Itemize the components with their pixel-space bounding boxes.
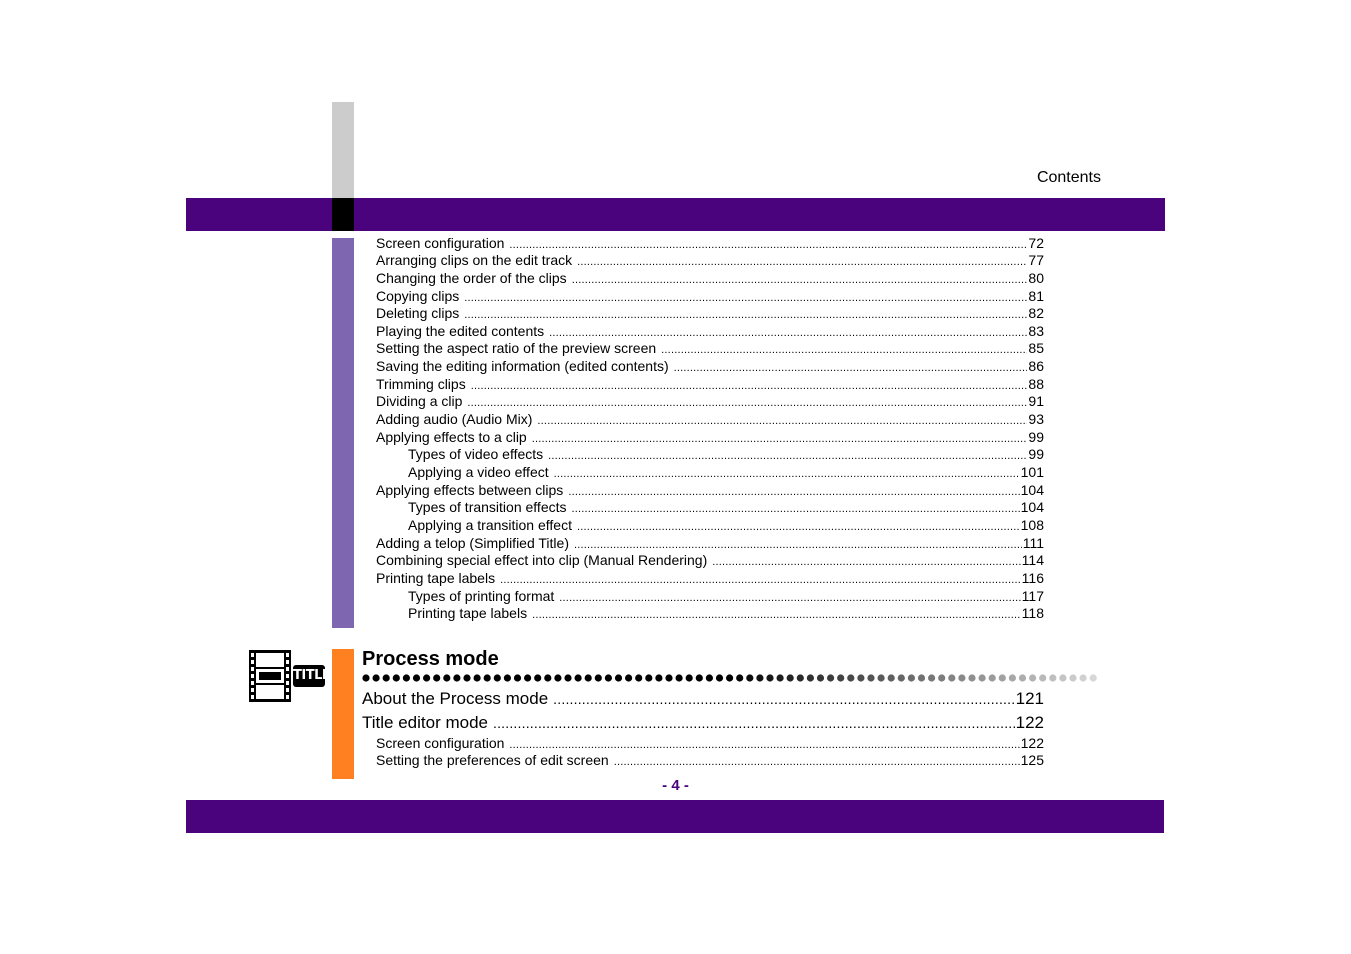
rule-dot — [585, 674, 592, 681]
toc-label: Changing the order of the clips — [376, 270, 567, 286]
rule-dot — [433, 674, 440, 681]
rule-dot — [686, 674, 693, 681]
toc-page: 72 — [1028, 235, 1044, 251]
toc-page: 104 — [1020, 482, 1044, 498]
rule-dot — [393, 674, 400, 681]
toc-label: Types of transition effects — [408, 499, 567, 515]
toc-row[interactable] — [376, 305, 1044, 324]
toc-row-indented[interactable] — [408, 517, 1044, 536]
toc-label: Applying effects to a clip — [376, 429, 527, 445]
toc-page: 117 — [1021, 588, 1044, 604]
rule-dot — [615, 674, 622, 681]
chapter-sidebar-orange — [332, 649, 354, 779]
section-title: Process mode — [362, 648, 499, 670]
toc-page: 93 — [1028, 411, 1044, 427]
gray-tab — [332, 102, 354, 198]
rule-dot — [797, 674, 804, 681]
rule-dot — [837, 674, 844, 681]
toc-label: Applying effects between clips — [376, 482, 564, 498]
toc-label: Adding audio (Audio Mix) — [376, 411, 533, 427]
toc-label: Deleting clips — [376, 305, 460, 321]
rule-dot — [474, 674, 481, 681]
toc-label: Applying a video effect — [408, 464, 549, 480]
toc-row-indented[interactable] — [408, 446, 1044, 465]
rule-dot — [847, 674, 854, 681]
toc-row-indented[interactable] — [408, 605, 1044, 624]
rule-dot — [463, 674, 470, 681]
rule-dot — [999, 674, 1006, 681]
toc-row[interactable] — [376, 358, 1044, 377]
toc-row[interactable] — [376, 570, 1044, 589]
toc-label: Screen configuration — [376, 235, 505, 251]
rule-dot — [928, 674, 935, 681]
rule-dot — [968, 674, 975, 681]
rule-dot — [655, 674, 662, 681]
rule-dot — [958, 674, 965, 681]
rule-dot — [423, 674, 430, 681]
rule-dot — [706, 674, 713, 681]
chapter-sidebar-purple — [332, 238, 354, 628]
toc-page: 104 — [1020, 499, 1044, 515]
rule-dot — [403, 674, 410, 681]
rule-dot — [787, 674, 794, 681]
rule-dot — [867, 674, 874, 681]
rule-dot — [696, 674, 703, 681]
rule-dot — [484, 674, 491, 681]
rule-dot — [665, 674, 672, 681]
toc-page: 86 — [1028, 358, 1044, 374]
toc-page: 111 — [1022, 535, 1044, 551]
toc-page: 80 — [1028, 270, 1044, 286]
rule-dot — [736, 674, 743, 681]
rule-dot — [726, 674, 733, 681]
toc-label: Types of printing format — [408, 588, 555, 604]
rule-dot — [443, 674, 450, 681]
toc-page: 85 — [1028, 340, 1044, 356]
rule-dot — [534, 674, 541, 681]
rule-dot — [979, 674, 986, 681]
rule-dot — [373, 674, 380, 681]
toc-page: 125 — [1020, 752, 1044, 768]
toc-page: 122 — [1015, 713, 1044, 732]
rule-dot — [756, 674, 763, 681]
toc-label: Copying clips — [376, 288, 460, 304]
toc-label: Playing the edited contents — [376, 323, 545, 339]
toc-page: 77 — [1028, 252, 1044, 268]
rule-dot — [938, 674, 945, 681]
toc-row-major[interactable] — [362, 713, 1044, 733]
toc-page: 88 — [1028, 376, 1044, 392]
rule-dot — [413, 674, 420, 681]
toc-label: Dividing a clip — [376, 393, 463, 409]
rule-dot — [676, 674, 683, 681]
rule-dot — [807, 674, 814, 681]
toc-page: 81 — [1028, 288, 1044, 304]
toc-page: 118 — [1021, 605, 1044, 621]
rule-dot — [554, 674, 561, 681]
rule-dot — [1080, 674, 1087, 681]
rule-dot — [1019, 674, 1026, 681]
rule-dot — [514, 674, 521, 681]
black-marker — [332, 198, 354, 231]
rule-dot — [857, 674, 864, 681]
rule-dot — [746, 674, 753, 681]
film-strip-icon — [249, 650, 291, 702]
toc-row-major[interactable] — [362, 689, 1044, 709]
toc-row[interactable] — [376, 552, 1044, 571]
toc-label: Setting the preferences of edit screen — [376, 752, 609, 768]
toc-label: Title editor mode — [362, 713, 488, 732]
toc-row[interactable] — [376, 270, 1044, 289]
toc-label: Trimming clips — [376, 376, 466, 392]
toc-label: Printing tape labels — [408, 605, 528, 621]
toc-page: 99 — [1028, 429, 1044, 445]
toc-page: 91 — [1028, 393, 1044, 409]
toc-page: 99 — [1028, 446, 1044, 462]
rule-dot — [948, 674, 955, 681]
bottom-band — [186, 800, 1164, 833]
rule-dot — [635, 674, 642, 681]
toc-row[interactable] — [376, 411, 1044, 430]
rule-dot — [595, 674, 602, 681]
toc-page: 83 — [1028, 323, 1044, 339]
rule-dot — [898, 674, 905, 681]
rule-dot — [645, 674, 652, 681]
rule-dot — [989, 674, 996, 681]
toc-row-indented[interactable] — [408, 464, 1044, 483]
rule-dot — [1059, 674, 1066, 681]
rule-dot — [918, 674, 925, 681]
page-number: - 4 - — [662, 777, 689, 794]
rule-dot — [564, 674, 571, 681]
rule-dot — [1049, 674, 1056, 681]
toc-row[interactable] — [376, 393, 1044, 412]
rule-dot — [1009, 674, 1016, 681]
toc-label: About the Process mode — [362, 689, 549, 708]
toc-page: 116 — [1021, 570, 1044, 586]
rule-dot — [544, 674, 551, 681]
rule-dot — [1029, 674, 1036, 681]
rule-dot — [766, 674, 773, 681]
toc-row[interactable] — [376, 752, 1044, 771]
rule-dot — [1039, 674, 1046, 681]
toc-page: 82 — [1028, 305, 1044, 321]
rule-dot — [1069, 674, 1076, 681]
toc-label: Arranging clips on the edit track — [376, 252, 573, 268]
rule-dot — [383, 674, 390, 681]
toc-page: 101 — [1020, 464, 1044, 480]
toc-page: 121 — [1015, 689, 1044, 708]
rule-dot — [362, 674, 369, 681]
header-title: Contents — [1036, 169, 1101, 186]
rule-dot — [494, 674, 501, 681]
rule-dot — [504, 674, 511, 681]
toc-label: Combining special effect into clip (Manual Rendering) — [376, 552, 708, 568]
toc-row-indented[interactable] — [408, 499, 1044, 518]
toc-page: 108 — [1020, 517, 1044, 533]
rule-dot — [827, 674, 834, 681]
dotted-rule — [362, 673, 1102, 683]
rule-dot — [575, 674, 582, 681]
toc-row[interactable] — [376, 340, 1044, 359]
toc-row[interactable] — [376, 252, 1044, 271]
rule-dot — [716, 674, 723, 681]
toc-label: Printing tape labels — [376, 570, 496, 586]
toc-label: Setting the aspect ratio of the preview screen — [376, 340, 657, 356]
rule-dot — [524, 674, 531, 681]
rule-dot — [605, 674, 612, 681]
rule-dot — [878, 674, 885, 681]
rule-dot — [777, 674, 784, 681]
toc-page: 122 — [1020, 735, 1044, 751]
rule-dot — [625, 674, 632, 681]
toc-label: Adding a telop (Simplified Title) — [376, 535, 569, 551]
toc-label: Screen configuration — [376, 735, 505, 751]
title-badge-icon: TITLE — [293, 665, 325, 687]
toc-page: 114 — [1021, 552, 1044, 568]
toc-label: Applying a transition effect — [408, 517, 572, 533]
toc-label: Saving the editing information (edited contents) — [376, 358, 669, 374]
rule-dot — [453, 674, 460, 681]
rule-dot — [908, 674, 915, 681]
toc-label: Types of video effects — [408, 446, 544, 462]
rule-dot — [817, 674, 824, 681]
rule-dot — [1090, 674, 1097, 681]
rule-dot — [888, 674, 895, 681]
